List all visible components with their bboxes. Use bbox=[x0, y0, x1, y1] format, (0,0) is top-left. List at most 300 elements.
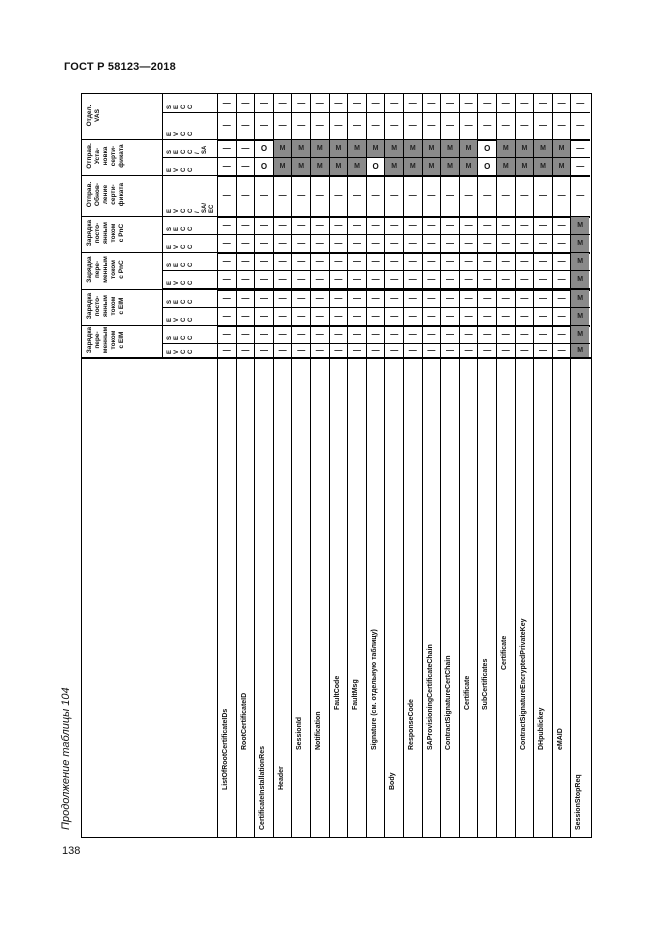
table-cell: — bbox=[278, 312, 287, 321]
table-cell: — bbox=[445, 346, 454, 355]
table-cell: — bbox=[241, 346, 250, 355]
row-label: eMAID bbox=[556, 728, 564, 750]
row-label: Signature (см. отдельную таблицу) bbox=[370, 629, 378, 750]
table-cell: — bbox=[241, 312, 250, 321]
table-cell: — bbox=[371, 257, 380, 266]
table-cell: — bbox=[334, 121, 343, 130]
table-cell: — bbox=[315, 221, 324, 230]
table-cell: — bbox=[483, 121, 492, 130]
table-cell: M bbox=[571, 217, 589, 234]
table-cell: — bbox=[501, 346, 510, 355]
subcolumn-label: S E C C bbox=[167, 104, 194, 109]
table-cell: — bbox=[483, 330, 492, 339]
table-cell: — bbox=[222, 330, 231, 339]
table-cell: — bbox=[315, 191, 324, 200]
row-label: SessionId bbox=[296, 716, 304, 750]
table-cell: — bbox=[408, 294, 417, 303]
table-cell: — bbox=[501, 191, 510, 200]
table-cell: — bbox=[557, 257, 566, 266]
table-cell: — bbox=[241, 191, 250, 200]
table-cell: — bbox=[241, 330, 250, 339]
table-cell: — bbox=[259, 121, 268, 130]
table-cell: — bbox=[297, 257, 306, 266]
table-cell: — bbox=[222, 346, 231, 355]
table-cell: — bbox=[520, 239, 529, 248]
table-cell: — bbox=[334, 275, 343, 284]
table-cell: M bbox=[330, 140, 348, 157]
table-cell: — bbox=[501, 312, 510, 321]
table-cell: — bbox=[352, 312, 361, 321]
table-cell: — bbox=[315, 312, 324, 321]
table-cell: — bbox=[352, 121, 361, 130]
table-cell: — bbox=[297, 294, 306, 303]
table-cell: M bbox=[516, 140, 534, 157]
table-cell: M bbox=[460, 158, 478, 175]
table-cell: — bbox=[538, 239, 547, 248]
table-cell: — bbox=[222, 121, 231, 130]
table-cell: — bbox=[390, 275, 399, 284]
table-cell: — bbox=[464, 346, 473, 355]
table-cell: — bbox=[390, 257, 399, 266]
standard-header: ГОСТ Р 58123—2018 bbox=[64, 61, 176, 73]
subcolumn-label: S E C C bbox=[167, 335, 194, 340]
row-label: ContractSignatureCertChain bbox=[445, 655, 453, 750]
table-cell: — bbox=[352, 221, 361, 230]
table-cell: — bbox=[483, 191, 492, 200]
group-label: Зарядка посто- янным током с EIM bbox=[86, 292, 125, 320]
table-cell: — bbox=[334, 294, 343, 303]
table-cell: — bbox=[241, 121, 250, 130]
table-cell: — bbox=[557, 275, 566, 284]
table-cell: — bbox=[297, 239, 306, 248]
group-label: Отдел. VAS bbox=[86, 104, 101, 127]
group-label: Отправ. Обнов- ление серти- фиката bbox=[86, 181, 125, 208]
table-cell: — bbox=[222, 239, 231, 248]
table-cell: O bbox=[260, 162, 268, 171]
table-cell: — bbox=[464, 330, 473, 339]
table-cell: — bbox=[334, 239, 343, 248]
table-cell: — bbox=[520, 221, 529, 230]
table-cell: — bbox=[390, 99, 399, 108]
subcolumn-label: E V C C / SA/ EC bbox=[167, 202, 215, 213]
table-cell: — bbox=[557, 221, 566, 230]
table-cell: — bbox=[464, 191, 473, 200]
table-cell: M bbox=[330, 158, 348, 175]
table-cell: — bbox=[538, 121, 547, 130]
table-cell: — bbox=[278, 275, 287, 284]
table-cell: — bbox=[557, 239, 566, 248]
table-cell: — bbox=[408, 346, 417, 355]
subcolumn-label: S E C C bbox=[167, 299, 194, 304]
table-cell: M bbox=[274, 158, 292, 175]
row-label: CertificateInstallationRes bbox=[259, 745, 267, 830]
table-cell: — bbox=[371, 294, 380, 303]
subcolumn-line bbox=[162, 357, 590, 358]
table-cell: — bbox=[483, 257, 492, 266]
table-cell: — bbox=[501, 121, 510, 130]
table-cell: — bbox=[427, 275, 436, 284]
table-cell: M bbox=[423, 158, 441, 175]
table-cell: — bbox=[520, 294, 529, 303]
table-cell: — bbox=[427, 346, 436, 355]
table-cell: — bbox=[557, 312, 566, 321]
table-cell: — bbox=[278, 99, 287, 108]
subcolumn-label: S E C C / SA bbox=[167, 145, 208, 154]
table-cell: — bbox=[241, 162, 250, 171]
table-cell: — bbox=[464, 312, 473, 321]
table-cell: — bbox=[445, 191, 454, 200]
table-cell: — bbox=[352, 99, 361, 108]
table-cell: — bbox=[464, 221, 473, 230]
table-cell: — bbox=[557, 99, 566, 108]
table-cell: — bbox=[371, 239, 380, 248]
table-cell: — bbox=[576, 99, 585, 108]
table-cell: — bbox=[520, 312, 529, 321]
table-cell: M bbox=[385, 140, 403, 157]
table-cell: — bbox=[278, 191, 287, 200]
table-cell: M bbox=[571, 290, 589, 307]
table-cell: — bbox=[445, 294, 454, 303]
table-cell: — bbox=[222, 191, 231, 200]
row-label: SubCertificates bbox=[482, 658, 490, 710]
table-cell: — bbox=[259, 257, 268, 266]
table-cell: — bbox=[557, 191, 566, 200]
table-cell: — bbox=[334, 191, 343, 200]
table-cell: — bbox=[315, 99, 324, 108]
table-cell: — bbox=[259, 346, 268, 355]
table-cell: — bbox=[371, 312, 380, 321]
table-cell: — bbox=[352, 330, 361, 339]
table-cell: — bbox=[501, 221, 510, 230]
group-label: Отправ. Уста- новка серти- фиката bbox=[86, 143, 125, 169]
table-cell: — bbox=[315, 239, 324, 248]
table-cell: — bbox=[538, 346, 547, 355]
table-cell: — bbox=[576, 144, 585, 153]
table-cell: — bbox=[427, 191, 436, 200]
table-cell: — bbox=[352, 257, 361, 266]
table-cell: — bbox=[557, 346, 566, 355]
table-cell: — bbox=[241, 275, 250, 284]
table-cell: — bbox=[241, 239, 250, 248]
table-cell: — bbox=[501, 257, 510, 266]
table-cell: — bbox=[278, 121, 287, 130]
table-cell: M bbox=[367, 140, 385, 157]
table-cell: — bbox=[222, 162, 231, 171]
row-label: Body bbox=[389, 772, 397, 790]
row-label: SAProvisioningCertificateChain bbox=[426, 644, 434, 750]
table-cell: — bbox=[483, 221, 492, 230]
table-cell: — bbox=[408, 257, 417, 266]
row-label: Header bbox=[277, 766, 285, 790]
table-cell: — bbox=[464, 294, 473, 303]
subcolumn-label: E V C C bbox=[167, 244, 194, 249]
table-cell: — bbox=[371, 330, 380, 339]
table-cell: — bbox=[352, 346, 361, 355]
table-cell: — bbox=[538, 312, 547, 321]
table-cell: — bbox=[259, 99, 268, 108]
table-cell: — bbox=[390, 239, 399, 248]
table-cell: — bbox=[538, 191, 547, 200]
table-cell: — bbox=[427, 294, 436, 303]
row-label: RootCertificateID bbox=[240, 692, 248, 750]
table-cell: — bbox=[278, 330, 287, 339]
table-cell: — bbox=[297, 99, 306, 108]
table-cell: — bbox=[538, 221, 547, 230]
table-cell: — bbox=[464, 99, 473, 108]
table-cell: — bbox=[334, 99, 343, 108]
table-cell: — bbox=[334, 330, 343, 339]
table-cell: — bbox=[297, 121, 306, 130]
table-cell: — bbox=[297, 221, 306, 230]
table-cell: M bbox=[441, 158, 459, 175]
table-cell: — bbox=[576, 191, 585, 200]
group-label: Зарядка пере- менным током с EIM bbox=[86, 326, 125, 354]
table-cell: — bbox=[297, 330, 306, 339]
table-cell: O bbox=[484, 162, 491, 171]
table-cell: M bbox=[423, 140, 441, 157]
table-cell: — bbox=[576, 162, 585, 171]
table-cell: — bbox=[483, 275, 492, 284]
table-cell: — bbox=[427, 330, 436, 339]
table-cell: — bbox=[259, 330, 268, 339]
table-cell: M bbox=[571, 253, 589, 270]
table-cell: — bbox=[315, 257, 324, 266]
table-cell: — bbox=[390, 330, 399, 339]
table-cell: — bbox=[501, 294, 510, 303]
row-label: ResponseCode bbox=[408, 699, 415, 750]
table-cell: — bbox=[427, 239, 436, 248]
table-cell: — bbox=[520, 346, 529, 355]
table-cell: — bbox=[371, 191, 380, 200]
row-label: Certificate bbox=[463, 675, 471, 710]
table-cell: — bbox=[445, 99, 454, 108]
table-cell: M bbox=[292, 140, 310, 157]
table-cell: — bbox=[315, 121, 324, 130]
table-cell: — bbox=[427, 257, 436, 266]
table-cell: — bbox=[334, 221, 343, 230]
table-cell: — bbox=[445, 221, 454, 230]
table-cell: — bbox=[334, 257, 343, 266]
table-cell: — bbox=[390, 191, 399, 200]
table-cell: M bbox=[348, 158, 366, 175]
table-cell: M bbox=[571, 308, 589, 325]
table-cell: — bbox=[278, 221, 287, 230]
table-cell: — bbox=[538, 99, 547, 108]
row-label: Certificate bbox=[501, 635, 508, 670]
table-cell: — bbox=[557, 330, 566, 339]
table-cell: O bbox=[484, 144, 491, 153]
table-cell: M bbox=[460, 140, 478, 157]
table-cell: M bbox=[441, 140, 459, 157]
table-cell: M bbox=[311, 140, 329, 157]
row-label: ListOfRootCertificateIDs bbox=[222, 708, 229, 790]
table-cell: — bbox=[352, 294, 361, 303]
table-cell: M bbox=[534, 140, 552, 157]
table-cell: — bbox=[297, 191, 306, 200]
table-cell: — bbox=[464, 239, 473, 248]
table-cell: — bbox=[408, 221, 417, 230]
table-cell: M bbox=[571, 344, 589, 357]
table-cell: — bbox=[222, 144, 231, 153]
table-cell: — bbox=[408, 239, 417, 248]
table-cell: — bbox=[297, 346, 306, 355]
table-cell: — bbox=[520, 275, 529, 284]
table-cell: — bbox=[520, 330, 529, 339]
table-cell: — bbox=[408, 121, 417, 130]
table-cell: — bbox=[427, 121, 436, 130]
table-cell: M bbox=[404, 158, 422, 175]
table-cell: — bbox=[445, 239, 454, 248]
row-label: DHpublickey bbox=[538, 707, 546, 750]
table-cell: — bbox=[445, 121, 454, 130]
table-cell: — bbox=[222, 275, 231, 284]
table-cell: — bbox=[352, 239, 361, 248]
table-cell: — bbox=[334, 312, 343, 321]
table-cell: — bbox=[408, 191, 417, 200]
table-cell: M bbox=[553, 158, 571, 175]
table-cell: — bbox=[259, 275, 268, 284]
table-cell: M bbox=[553, 140, 571, 157]
table-cell: M bbox=[571, 271, 589, 288]
row-label: ContractSignatureEncryptedPrivateKey bbox=[519, 618, 527, 750]
subcolumn-label: E V C C bbox=[167, 349, 194, 354]
subcolumn-label: E V C C bbox=[167, 131, 194, 136]
table-cell: — bbox=[222, 221, 231, 230]
table-cell: M bbox=[571, 235, 589, 252]
row-label: FaultMsg bbox=[352, 679, 360, 710]
table-cell: — bbox=[538, 257, 547, 266]
table-cell: — bbox=[390, 312, 399, 321]
table-cell: — bbox=[278, 294, 287, 303]
table-cell: — bbox=[483, 312, 492, 321]
table-cell: M bbox=[404, 140, 422, 157]
table-cell: — bbox=[483, 239, 492, 248]
table-cell: — bbox=[241, 221, 250, 230]
table-cell: — bbox=[445, 275, 454, 284]
table-cell: — bbox=[315, 346, 324, 355]
table-cell: — bbox=[390, 294, 399, 303]
table-cell: — bbox=[315, 294, 324, 303]
table-cell: — bbox=[557, 294, 566, 303]
table-cell: — bbox=[445, 312, 454, 321]
table-cell: — bbox=[297, 275, 306, 284]
table-cell: — bbox=[278, 257, 287, 266]
table-cell: — bbox=[315, 330, 324, 339]
table-cell: — bbox=[464, 121, 473, 130]
page-number: 138 bbox=[62, 845, 81, 857]
table-cell: — bbox=[520, 121, 529, 130]
table-cell: — bbox=[278, 239, 287, 248]
subcolumn-label: S E C C bbox=[167, 262, 194, 267]
table-cell: M bbox=[348, 140, 366, 157]
table-cell: — bbox=[371, 121, 380, 130]
table-cell: — bbox=[390, 221, 399, 230]
table-cell: — bbox=[557, 121, 566, 130]
table-cell: — bbox=[297, 312, 306, 321]
table-cell: — bbox=[259, 191, 268, 200]
table-cell: — bbox=[371, 99, 380, 108]
table-cell: M bbox=[311, 158, 329, 175]
table-cell: — bbox=[427, 221, 436, 230]
table-cell: O bbox=[372, 162, 379, 171]
table-cell: — bbox=[259, 239, 268, 248]
table-cell: — bbox=[501, 275, 510, 284]
table-cell: M bbox=[274, 140, 292, 157]
table-cell: — bbox=[241, 144, 250, 153]
table-cell: — bbox=[371, 275, 380, 284]
table-cell: — bbox=[408, 312, 417, 321]
table-cell: — bbox=[501, 330, 510, 339]
table-cell: — bbox=[334, 346, 343, 355]
table-cell: — bbox=[352, 191, 361, 200]
table-cell: — bbox=[278, 346, 287, 355]
group-label: Зарядка посто- янным током с PnC bbox=[86, 219, 125, 247]
table-cell: M bbox=[534, 158, 552, 175]
table-cell: M bbox=[571, 326, 589, 343]
table-cell: — bbox=[501, 239, 510, 248]
table-cell: — bbox=[483, 346, 492, 355]
group-label: Зарядка пере- менным током с PnC bbox=[86, 256, 125, 283]
table-cell: — bbox=[427, 99, 436, 108]
row-label: FaultCode bbox=[333, 675, 341, 710]
table-cell: — bbox=[241, 257, 250, 266]
table-cell: — bbox=[520, 99, 529, 108]
table-cell: M bbox=[385, 158, 403, 175]
table-cell: — bbox=[390, 346, 399, 355]
table-cell: M bbox=[516, 158, 534, 175]
row-label: SessionStopReq bbox=[575, 774, 583, 830]
table-cell: — bbox=[408, 275, 417, 284]
table-cell: — bbox=[352, 275, 361, 284]
table-cell: O bbox=[260, 144, 268, 153]
table-cell: — bbox=[576, 121, 585, 130]
table-cell: — bbox=[241, 99, 250, 108]
table-cell: — bbox=[538, 275, 547, 284]
table-cell: — bbox=[520, 257, 529, 266]
table-cell: — bbox=[445, 330, 454, 339]
table-cell: — bbox=[483, 99, 492, 108]
table-cell: — bbox=[538, 330, 547, 339]
table-cell: — bbox=[371, 221, 380, 230]
subcolumn-label: E V C C bbox=[167, 317, 194, 322]
table-cell: — bbox=[259, 312, 268, 321]
table-cell: — bbox=[315, 275, 324, 284]
table-cell: — bbox=[464, 275, 473, 284]
table-cell: — bbox=[259, 221, 268, 230]
table-cell: M bbox=[497, 140, 515, 157]
group-label-divider bbox=[162, 94, 163, 357]
table-cell: — bbox=[501, 99, 510, 108]
table-cell: — bbox=[408, 99, 417, 108]
subcolumn-label: S E C C bbox=[167, 226, 194, 231]
subcolumn-label: E V C C bbox=[167, 167, 194, 172]
table-cell: — bbox=[259, 294, 268, 303]
table-continuation-caption: Продолжение таблицы 104 bbox=[60, 687, 72, 830]
table-cell: — bbox=[427, 312, 436, 321]
table-cell: — bbox=[538, 294, 547, 303]
table-cell: — bbox=[222, 294, 231, 303]
subcolumn-label: E V C C bbox=[167, 280, 194, 285]
table-cell: M bbox=[292, 158, 310, 175]
table-cell: — bbox=[222, 312, 231, 321]
row-label: Notification bbox=[315, 711, 322, 750]
table-cell: — bbox=[445, 257, 454, 266]
table-cell: — bbox=[222, 99, 231, 108]
table-cell: M bbox=[497, 158, 515, 175]
table-cell: — bbox=[408, 330, 417, 339]
table-cell: — bbox=[520, 191, 529, 200]
subcolumn-line bbox=[162, 288, 590, 289]
